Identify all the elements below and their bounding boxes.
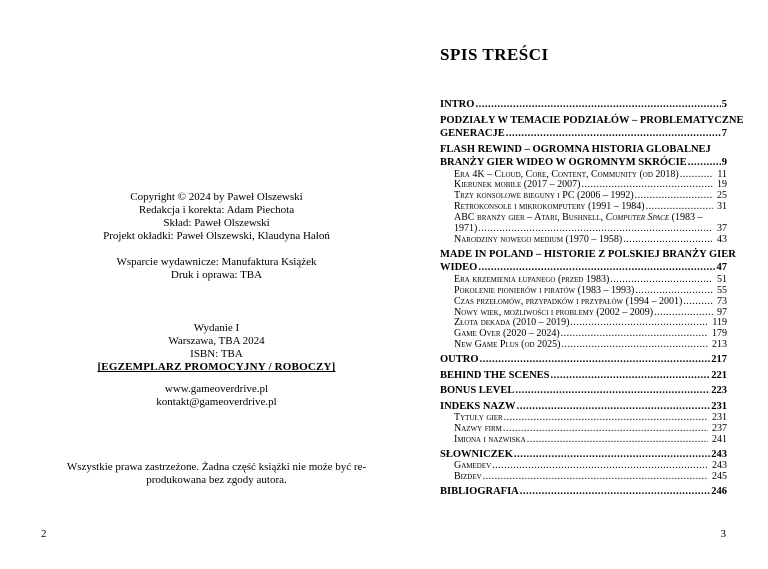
toc-entry-title-run: Retrokonsole i mikrokomputery (1991 – 1984)	[454, 201, 645, 213]
toc-entry-title-run: (1983 –	[669, 212, 703, 224]
toc-dot-leader	[475, 98, 720, 112]
toc-entry-title	[440, 369, 550, 383]
toc-entry-title-run: Narodziny nowego medium (1970 – 1958)	[454, 233, 623, 245]
toc-entry-title-run: SŁOWNICZEK	[440, 448, 513, 460]
toc-row	[440, 98, 727, 112]
rights-line: Wszystkie prawa zastrzeżone. Żadna część książki nie może być re-	[66, 461, 367, 473]
toc-entry	[440, 143, 727, 170]
toc-entry	[440, 114, 744, 141]
toc-page-number: 97	[717, 306, 727, 318]
toc-dot-leader	[492, 461, 708, 472]
edition-line: ISBN: TBA	[190, 348, 243, 360]
toc-entry-title-run: BIBLIOGRAFIA	[440, 486, 519, 498]
toc-dot-leader	[570, 318, 708, 329]
credit-line: Skład: Paweł Olszewski	[163, 217, 270, 229]
edition-line: Wydanie I	[193, 322, 240, 334]
toc-entry-title	[440, 353, 479, 367]
toc-dot-leader	[504, 413, 708, 424]
toc-entry-title	[440, 384, 514, 398]
toc-page-number: 217	[711, 354, 727, 366]
toc-row	[454, 461, 727, 472]
toc-page-number: 245	[712, 471, 727, 483]
toc-dot-leader	[527, 435, 708, 446]
publishing-block	[43, 256, 390, 282]
table-of-contents	[440, 98, 744, 499]
toc-entry-title	[454, 213, 702, 224]
toc-entry-title-run: BONUS LEVEL	[440, 385, 515, 397]
toc-dot-leader	[680, 170, 714, 181]
toc-entry-title-run: INTRO	[440, 99, 475, 110]
toc-dot-leader	[683, 297, 713, 308]
toc-entry	[440, 384, 727, 398]
toc-page-number: 25	[717, 190, 727, 202]
toc-entry-title	[440, 127, 505, 141]
promo-copy-notice: [EGZEMPLARZ PROMOCYJNY / ROBOCZY]	[97, 361, 336, 373]
toc-entry	[440, 98, 727, 112]
toc-entry	[440, 340, 727, 351]
toc-entry-title-run: Game Over (2020 – 2024)	[454, 328, 560, 340]
toc-entry-title-run: Trzy konsolowe bieguny i PC (2006 – 1992)	[454, 190, 634, 202]
toc-page-number: 119	[712, 317, 727, 329]
toc-entry	[440, 353, 727, 367]
toc-entry-title	[454, 472, 482, 483]
toc-row	[454, 235, 727, 246]
toc-dot-leader	[635, 191, 713, 202]
toc-page-number: 231	[711, 400, 727, 412]
toc-entry-title	[440, 143, 711, 157]
edition-block	[43, 322, 390, 374]
toc-page-number: 43	[717, 233, 727, 245]
toc-page-number: 237	[712, 423, 727, 435]
toc-entry-title-run: New Game Plus (od 2025)	[454, 339, 561, 351]
toc-row	[440, 261, 727, 275]
toc-row	[440, 448, 727, 462]
credit-line: Projekt okładki: Paweł Olszewski, Klaudyna Hałoń	[103, 230, 330, 242]
toc-row	[440, 114, 744, 128]
toc-entry	[440, 248, 736, 275]
toc-entry-title-run: GENERACJE	[440, 128, 505, 139]
toc-page-number: 243	[712, 460, 727, 472]
toc-entry-title-run: Era 4K – Cloud, Core, Content, Community (od 2018)	[454, 168, 679, 180]
toc-page-number: 55	[717, 284, 727, 296]
toc-entry	[440, 369, 727, 383]
toc-row	[454, 435, 727, 446]
toc-entry-title	[454, 435, 526, 446]
edition-lines	[43, 322, 390, 361]
toc-page-number: 31	[717, 201, 727, 213]
toc-dot-leader	[688, 156, 721, 170]
toc-row	[440, 127, 727, 141]
toc-page-number: 243	[711, 448, 727, 460]
toc-row	[440, 400, 727, 414]
toc-entry	[440, 400, 727, 414]
toc-entry-title	[440, 114, 743, 128]
toc-dot-leader	[551, 369, 711, 383]
toc-row	[440, 485, 727, 499]
toc-page-number: 241	[712, 434, 727, 445]
toc-page-number: 5	[721, 99, 727, 110]
toc-row	[440, 369, 727, 383]
toc-dot-leader	[520, 485, 710, 499]
toc-page-number: 19	[717, 179, 727, 191]
toc-page-number: 179	[712, 328, 727, 340]
toc-dot-leader	[654, 308, 713, 319]
toc-page-number: 73	[717, 295, 727, 307]
toc-row	[440, 353, 727, 367]
toc-entry-title-run: BEHIND THE SCENES	[440, 369, 550, 381]
toc-page-number: 246	[711, 486, 727, 498]
toc-dot-leader	[515, 384, 710, 398]
toc-entry-title-run: INDEKS NAZW	[440, 400, 516, 412]
toc-entry	[440, 485, 727, 499]
toc-page-number: 11	[717, 168, 727, 180]
right-page-toc	[440, 45, 744, 499]
toc-dot-leader	[561, 340, 708, 351]
toc-entry	[440, 448, 727, 462]
toc-dot-leader	[503, 424, 708, 435]
toc-row	[440, 156, 727, 170]
toc-entry-title-run: Czas przełomów, przypadków i przypałów (1994 – 2001)	[454, 295, 683, 307]
toc-row	[454, 340, 727, 351]
toc-entry-title-run: Imiona i nazwiska	[454, 434, 526, 445]
toc-entry-title	[454, 340, 560, 351]
toc-dot-leader	[478, 261, 715, 275]
toc-entry	[440, 472, 727, 483]
toc-entry-title-run: PODZIAŁY W TEMACIE PODZIAŁÓW – PROBLEMATYCZNE	[440, 114, 744, 126]
publishing-line: Wsparcie wydawnicze: Manufaktura Książek	[116, 256, 317, 268]
toc-dot-leader	[623, 235, 713, 246]
toc-row	[440, 384, 727, 398]
toc-entry-title-run: Nazwy firm	[454, 423, 502, 435]
rights-notice	[43, 461, 390, 487]
toc-entry	[440, 235, 727, 246]
toc-row	[440, 248, 736, 262]
toc-entry-title	[440, 98, 474, 112]
toc-page-number: 221	[711, 369, 727, 381]
toc-dot-leader	[514, 448, 710, 462]
toc-entry-title-run: 1971)	[454, 223, 478, 235]
toc-entry-title	[440, 156, 687, 170]
toc-entry-title	[440, 485, 519, 499]
toc-row	[454, 472, 727, 483]
toc-page-number: 223	[711, 385, 727, 397]
toc-row	[454, 213, 727, 224]
credit-line: Redakcja i korekta: Adam Piechota	[138, 204, 295, 216]
toc-entry-title-run: BRANŻY GIER WIDEO W OGROMNYM SKRÓCIE	[440, 157, 687, 168]
toc-dot-leader	[480, 353, 711, 367]
publishing-line: Druk i oprawa: TBA	[170, 269, 263, 281]
toc-entry-title-run: Bizdev	[454, 471, 482, 483]
toc-dot-leader	[506, 127, 721, 141]
toc-entry-title-run: OUTRO	[440, 354, 479, 366]
credit-line: Copyright © 2024 by Paweł Olszewski	[130, 191, 303, 203]
toc-entry-title	[440, 261, 477, 275]
left-page-number: 2	[41, 528, 47, 540]
credits-block	[43, 191, 390, 243]
contact-block	[43, 383, 390, 409]
toc-entry-title-run: MADE IN POLAND – HISTORIE Z POLSKIEJ BRANŻY GIER	[440, 248, 736, 260]
toc-page-number: 51	[717, 273, 727, 285]
toc-dot-leader	[483, 472, 708, 483]
rights-line: produkowana bez zgody autora.	[146, 474, 287, 486]
toc-row	[440, 143, 727, 157]
toc-entry-title-run: ABC branży gier – Atari, Bushnell,	[454, 212, 606, 224]
right-page-number: 3	[720, 528, 726, 540]
toc-entry-title	[440, 400, 516, 414]
contact-line: kontakt@gameoverdrive.pl	[156, 396, 277, 408]
toc-entry-title-run: Kierunek mobile (2017 – 2007)	[454, 179, 581, 191]
toc-title: SPIS TREŚCI	[440, 45, 549, 64]
toc-entry-title	[440, 248, 736, 262]
left-page-imprint	[43, 191, 390, 487]
toc-entry-title-run: Gamedev	[454, 460, 492, 472]
contact-line: www.gameoverdrive.pl	[164, 383, 269, 395]
toc-entry-title-run: Pokolenie pionierów i piratów (1983 – 1993)	[454, 284, 635, 296]
toc-dot-leader	[561, 329, 708, 340]
toc-entry-title	[454, 235, 622, 246]
toc-dot-leader	[517, 400, 711, 414]
toc-page-number: 47	[716, 262, 727, 274]
toc-page-number: 213	[712, 339, 727, 351]
toc-page-number: 231	[712, 412, 727, 424]
toc-entry-title-run: Nowy wiek, możliwości i problemy (2002 – 2009)	[454, 306, 654, 318]
edition-line: Warszawa, TBA 2024	[168, 335, 265, 347]
toc-entry-title-italic: Computer Space	[605, 212, 670, 224]
toc-entry	[440, 435, 727, 446]
toc-entry-title-run: Tytuły gier	[454, 412, 503, 424]
toc-entry-title	[440, 448, 513, 462]
toc-entry	[440, 461, 727, 472]
toc-entry-title-run: FLASH REWIND – OGROMNA HISTORIA GLOBALNEJ	[440, 143, 711, 155]
toc-entry-title-run: Złota dekada (2010 – 2019)	[454, 317, 570, 329]
toc-entry-title-run: Era krzemienia łupanego (przed 1983)	[454, 273, 610, 285]
toc-page-number: 9	[721, 157, 727, 168]
toc-page-number: 37	[717, 223, 727, 235]
toc-entry-title-run: WIDEO	[440, 262, 478, 274]
toc-entry	[440, 213, 727, 235]
toc-page-number: 7	[721, 128, 727, 139]
